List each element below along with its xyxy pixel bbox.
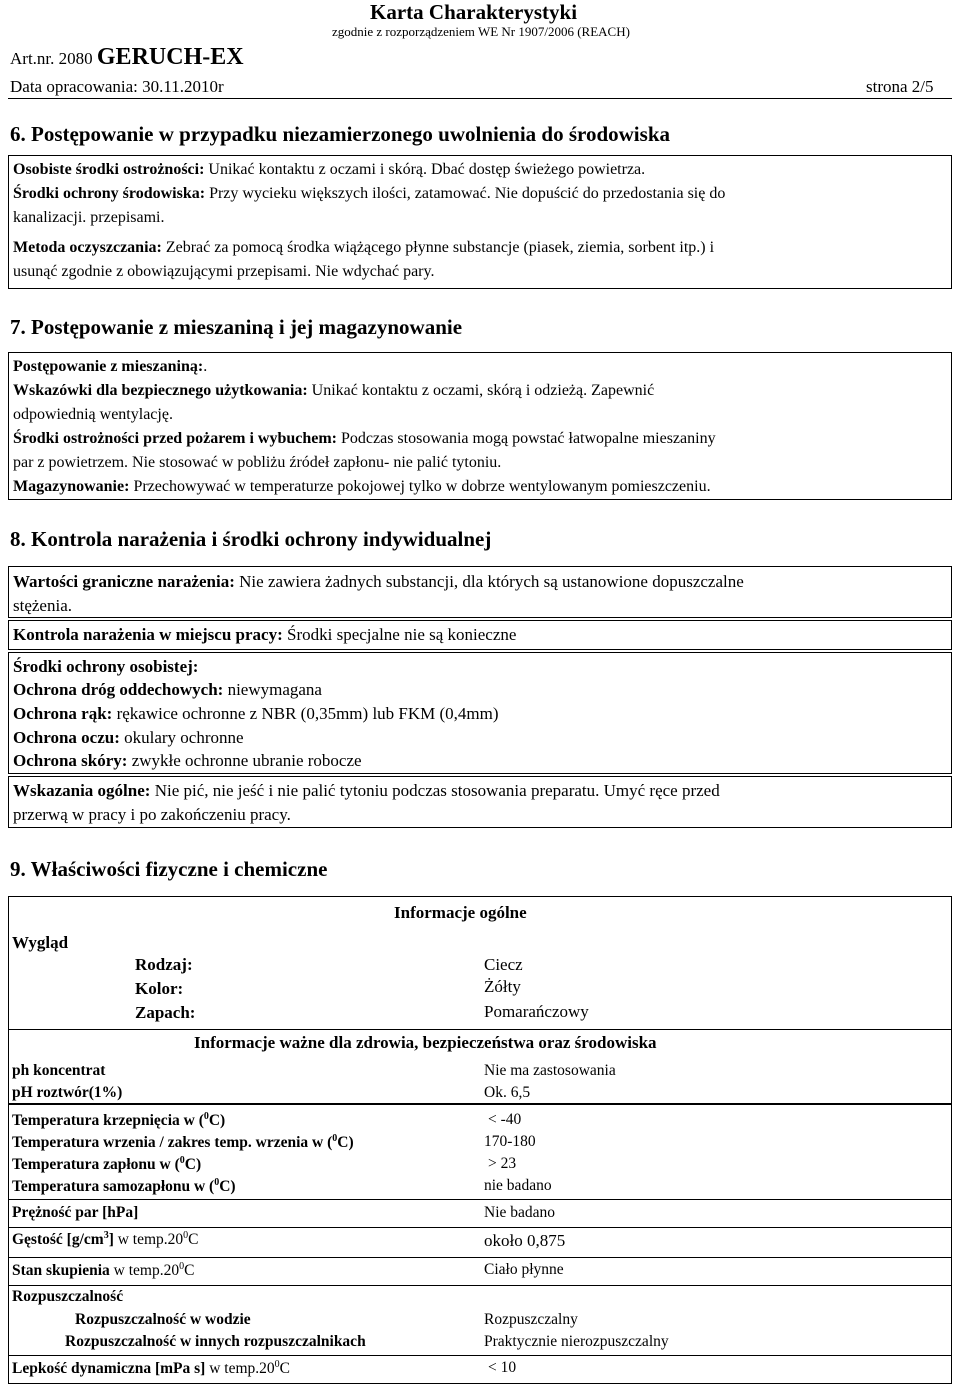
s8-ppe-title: Środki ochrony osobistej: bbox=[13, 657, 199, 676]
s9-state-sup: 0 bbox=[179, 1261, 185, 1272]
s9-freeze-label-text: Temperatura krzepnięcia w ( bbox=[12, 1112, 204, 1130]
s8-hands-text: rękawice ochronne z NBR (0,35mm) lub FKM (0,4mm) bbox=[116, 704, 499, 723]
s6-line-3: kanalizacji. przepisami. bbox=[13, 209, 165, 226]
s9-flash-sup: 0 bbox=[179, 1155, 185, 1166]
s9-solubility-water-value: Rozpuszczalny bbox=[484, 1311, 578, 1328]
s8-respiratory-text: niewymagana bbox=[227, 680, 322, 699]
s7-handling-label: Postępowanie z mieszaniną: bbox=[13, 358, 204, 375]
s7-safe-use-text: Unikać kontaktu z oczami, skórą i odzieżą. Zapewnić bbox=[311, 382, 655, 399]
s9-ph-conc-label: ph koncentrat bbox=[12, 1062, 106, 1079]
s8-limits-line-2: stężenia. bbox=[13, 596, 72, 615]
s7-line-1 bbox=[13, 358, 207, 376]
s8-ppe-skin bbox=[13, 751, 362, 771]
s7-safe-use-label: Wskazówki dla bezpiecznego użytkowania: bbox=[13, 382, 308, 399]
s9-density-value: około 0,875 bbox=[484, 1231, 566, 1250]
artnr-label: Art.nr. 2080 bbox=[10, 49, 93, 68]
s8-ppe-respiratory bbox=[13, 680, 322, 700]
section-9-heading: 9. Właściwości fizyczne i chemiczne bbox=[10, 857, 328, 881]
s9-density-label bbox=[12, 1230, 199, 1249]
s6-line-2 bbox=[13, 185, 725, 203]
s9-ph-sol-value: Ok. 6,5 bbox=[484, 1084, 531, 1101]
s6-line-4 bbox=[13, 239, 714, 257]
s6-personal-text: Unikać kontaktu z oczami i skórą. Dbać dostęp świeżego powietrza. bbox=[208, 161, 646, 178]
s9-vapor-value: Nie badano bbox=[484, 1204, 556, 1221]
s9-vapor-label: Prężność par [hPa] bbox=[12, 1204, 139, 1221]
section-6-heading: 6. Postępowanie w przypadku niezamierzonego uwolnienia do środowiska bbox=[10, 122, 670, 146]
s9-viscosity-unit: C bbox=[279, 1360, 290, 1378]
s9-state-temp: w temp.20 bbox=[109, 1262, 180, 1280]
s9-autoign-sup: 0 bbox=[214, 1177, 220, 1188]
s9-flash-label bbox=[12, 1155, 201, 1174]
s9-ph-sol-label: pH roztwór(1%) bbox=[12, 1084, 123, 1101]
s9-boil-value: 170-180 bbox=[484, 1133, 536, 1150]
s8-workplace-label: Kontrola narażenia w miejscu pracy: bbox=[13, 625, 283, 644]
s7-fire-text: Podczas stosowania mogą powstać łatwopalne mieszaniny bbox=[341, 430, 716, 447]
s7-fire-label: Środki ostrożności przed pożarem i wybuchem: bbox=[13, 430, 337, 447]
s6-line-5: usunąć zgodnie z obowiązującymi przepisami. Nie wdychać pary. bbox=[13, 263, 435, 280]
s9-density-temp: w temp.20 bbox=[113, 1231, 184, 1249]
document-title: Karta Charakterystyki bbox=[370, 0, 578, 24]
page-number: strona 2/5 bbox=[866, 77, 934, 96]
s7-line-5: par z powietrzem. Nie stosować w pobliżu źródeł zapłonu- nie palić tytoniu. bbox=[13, 454, 502, 471]
s9-info-general: Informacje ogólne bbox=[394, 903, 527, 922]
s9-ph-conc-value: Nie ma zastosowania bbox=[484, 1062, 616, 1079]
s9-viscosity-label-text: Lepkość dynamiczna [mPa s] bbox=[12, 1360, 206, 1378]
s8-general-text: Nie pić, nie jeść i nie palić tytoniu podczas stosowania preparatu. Umyć ręce przed bbox=[154, 781, 720, 800]
s9-freeze-close: C) bbox=[208, 1112, 226, 1130]
s9-flash-value: > 23 bbox=[488, 1155, 517, 1172]
s6-env-text: Przy wycieku większych ilości, zatamować. Nie dopuścić do przedostania się do bbox=[209, 185, 726, 202]
s9-solubility-other-label: Rozpuszczalność w innych rozpuszczalnikach bbox=[65, 1333, 366, 1350]
document-subtitle: zgodnie z rozporządzeniem WE Nr 1907/2006 (REACH) bbox=[332, 24, 630, 39]
s9-flash-close: C) bbox=[184, 1156, 202, 1174]
product-name: GERUCH-EX bbox=[96, 44, 244, 70]
s7-storage-text: Przechowywać w temperaturze pokojowej tylko w dobrze wentylowanym pomieszczeniu. bbox=[133, 478, 711, 495]
s8-skin-label: Ochrona skóry: bbox=[13, 751, 128, 770]
section-8-heading: 8. Kontrola narażenia i środki ochrony indywidualnej bbox=[10, 527, 492, 551]
s8-eyes-label: Ochrona oczu: bbox=[13, 728, 120, 747]
s8-hands-label: Ochrona rąk: bbox=[13, 704, 113, 723]
s8-workplace-line bbox=[13, 625, 516, 645]
s8-general-line-2: przerwą w pracy i po zakończeniu pracy. bbox=[13, 805, 291, 824]
s8-ppe-eyes bbox=[13, 728, 244, 748]
s9-viscosity-sup: 0 bbox=[274, 1359, 280, 1370]
s6-method-text: Zebrać za pomocą środka wiążącego płynne substancje (piasek, ziemia, sorbent itp.) i bbox=[165, 239, 715, 256]
s8-skin-text: zwykłe ochronne ubranie robocze bbox=[131, 751, 362, 770]
s9-form-label: Rodzaj: bbox=[135, 955, 193, 974]
s9-autoign-value: nie badano bbox=[484, 1177, 552, 1194]
s9-color-label: Kolor: bbox=[135, 979, 184, 998]
s9-viscosity-label bbox=[12, 1359, 290, 1378]
s9-state-value: Ciało płynne bbox=[484, 1261, 564, 1278]
s9-freeze-label bbox=[12, 1111, 225, 1130]
s9-boil-close: C) bbox=[337, 1134, 354, 1152]
s9-solubility-title: Rozpuszczalność bbox=[12, 1288, 124, 1305]
s9-form-value: Ciecz bbox=[484, 955, 523, 974]
s8-respiratory-label: Ochrona dróg oddechowych: bbox=[13, 680, 224, 699]
s9-density-sup: 3 bbox=[103, 1230, 109, 1241]
s9-odor-label: Zapach: bbox=[135, 1003, 196, 1022]
s8-general-line-1 bbox=[13, 781, 720, 801]
s8-general-label: Wskazania ogólne: bbox=[13, 781, 151, 800]
s9-solubility-water-label: Rozpuszczalność w wodzie bbox=[75, 1311, 251, 1328]
s9-density-unit: C bbox=[188, 1231, 199, 1249]
s9-vapor-box bbox=[8, 1200, 952, 1228]
header-divider bbox=[8, 98, 952, 99]
s8-eyes-text: okulary ochronne bbox=[124, 728, 244, 747]
s9-state-label bbox=[12, 1261, 194, 1280]
s9-state-label-text: Stan skupienia bbox=[12, 1262, 110, 1280]
s9-flash-label-text: Temperatura zapłonu w ( bbox=[12, 1156, 180, 1174]
s7-handling-text: . bbox=[203, 358, 208, 375]
s8-limits-line-1 bbox=[13, 572, 744, 592]
s9-appearance-label: Wygląd bbox=[12, 933, 69, 952]
s7-line-6 bbox=[13, 478, 711, 496]
s9-density-label-text: Gęstość [g/cm bbox=[12, 1231, 104, 1249]
s9-solubility-other-value: Praktycznie nierozpuszczalny bbox=[484, 1333, 669, 1350]
s6-env-label: Środki ochrony środowiska: bbox=[13, 185, 206, 202]
s9-autoign-close: C) bbox=[219, 1178, 236, 1196]
s9-state-unit: C bbox=[184, 1262, 195, 1280]
s9-viscosity-value: < 10 bbox=[488, 1359, 517, 1376]
s7-line-4 bbox=[13, 430, 716, 448]
s9-boil-label-text: Temperatura wrzenia / zakres temp. wrzenia w ( bbox=[12, 1134, 333, 1152]
s9-color-value: Żółty bbox=[484, 977, 521, 996]
issue-date: Data opracowania: 30.11.2010r bbox=[10, 77, 224, 96]
s9-boil-sup: 0 bbox=[332, 1133, 338, 1144]
s9-freeze-value: < -40 bbox=[488, 1111, 522, 1128]
s7-line-3: odpowiednią wentylację. bbox=[13, 406, 173, 423]
s9-info-important: Informacje ważne dla zdrowia, bezpieczeństwa oraz środowiska bbox=[194, 1033, 657, 1052]
s9-autoign-label-text: Temperatura samozapłonu w ( bbox=[12, 1178, 215, 1196]
s6-personal-label: Osobiste środki ostrożności: bbox=[13, 161, 205, 178]
s6-method-label: Metoda oczyszczania: bbox=[13, 239, 162, 256]
s9-odor-value: Pomarańczowy bbox=[484, 1002, 589, 1021]
s9-density-temp-sup: 0 bbox=[183, 1230, 189, 1241]
article-number bbox=[10, 44, 244, 71]
s9-viscosity-temp: w temp.20 bbox=[205, 1360, 275, 1378]
s8-limits-label: Wartości graniczne narażenia: bbox=[13, 572, 235, 591]
s7-line-2 bbox=[13, 382, 654, 400]
s8-ppe-hands bbox=[13, 704, 499, 724]
s8-limits-text: Nie zawiera żadnych substancji, dla których są ustanowione dopuszczalne bbox=[239, 572, 744, 591]
s9-boil-label bbox=[12, 1133, 354, 1152]
section-7-heading: 7. Postępowanie z mieszaniną i jej magazynowanie bbox=[10, 315, 463, 339]
s9-freeze-sup: 0 bbox=[203, 1111, 209, 1122]
s8-workplace-text: Środki specjalne nie są konieczne bbox=[287, 625, 517, 644]
s6-line-1 bbox=[13, 161, 645, 179]
s7-storage-label: Magazynowanie: bbox=[13, 478, 130, 495]
s9-autoign-label bbox=[12, 1177, 236, 1196]
s9-density-label-close: ] bbox=[108, 1231, 114, 1249]
